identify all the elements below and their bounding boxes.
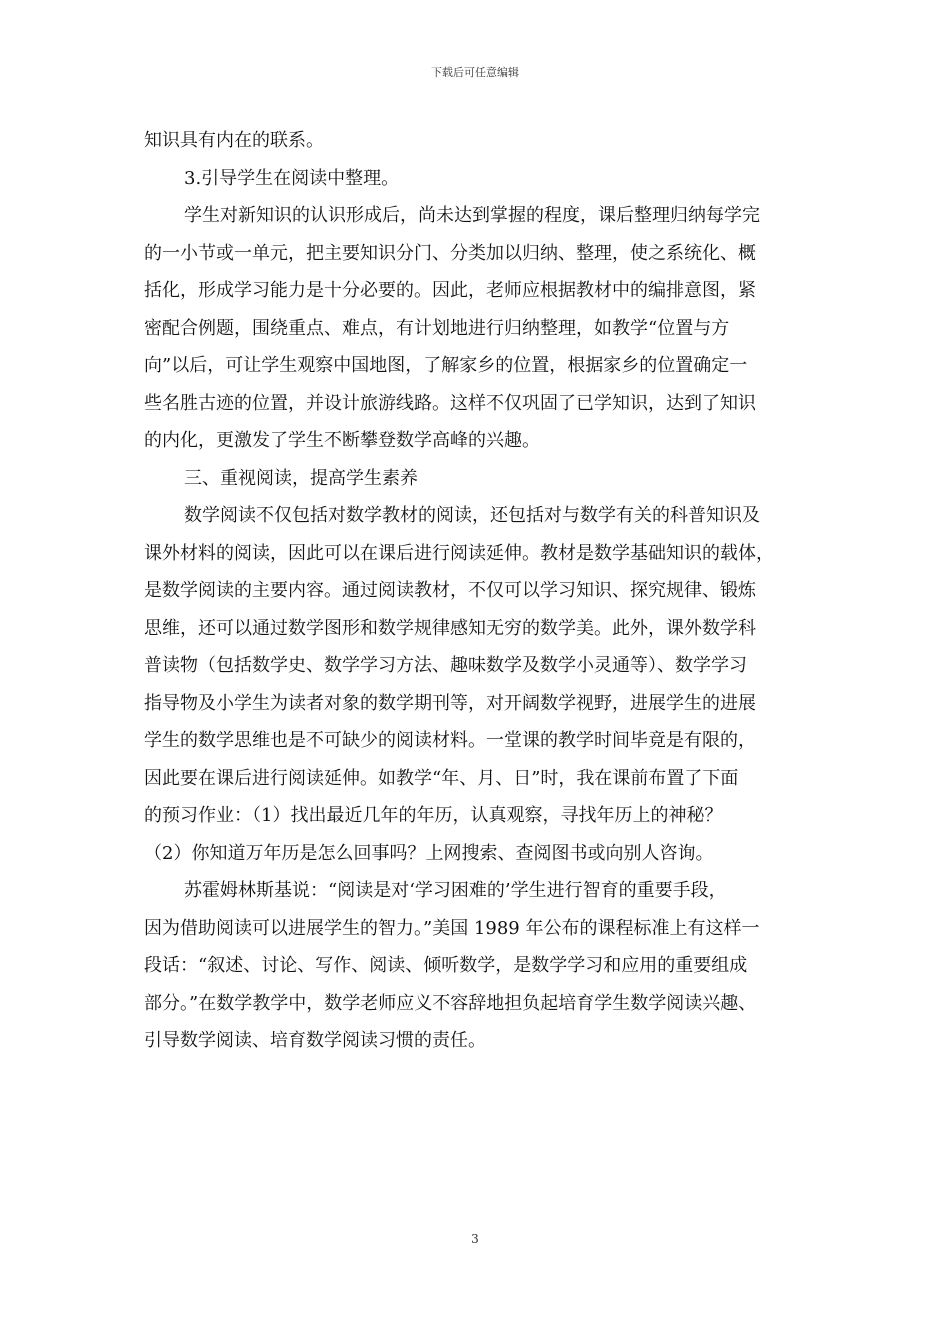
paragraph-start: 学生对新知识的认识形成后，尚未达到掌握的程度，课后整理归纳每学完 bbox=[184, 205, 760, 226]
body-line: 因此要在课后进行阅读延伸。如教学“年、月、日”时，我在课前布置了下面 bbox=[144, 767, 739, 789]
body-line: 是数学阅读的主要内容。通过阅读教材，不仅可以学习知识、探究规律、锻炼 bbox=[144, 580, 756, 601]
body-line: 的预习作业：（1）找出最近几年的年历，认真观察，寻找年历上的神秘？ bbox=[144, 805, 723, 826]
body-line: 知识具有内在的联系。 bbox=[144, 130, 324, 151]
body-line: 部分。”在数学教学中，数学老师应义不容辞地担负起培育学生数学阅读兴趣、 bbox=[144, 992, 757, 1014]
document-body bbox=[144, 122, 812, 1060]
section-subheading: 3.引导学生在阅读中整理。 bbox=[184, 167, 400, 189]
body-line: 段话：“叙述、讨论、写作、阅读、倾听数学，是数学学习和应用的重要组成 bbox=[144, 955, 748, 976]
body-line: 向”以后，可让学生观察中国地图，了解家乡的位置，根据家乡的位置确定一 bbox=[144, 355, 748, 376]
body-line: 课外材料的阅读，因此可以在课后进行阅读延伸。教材是数学基础知识的载体， bbox=[144, 542, 774, 564]
body-line: 的一小节或一单元，把主要知识分门、分类加以归纳、整理，使之系统化、概 bbox=[144, 242, 756, 264]
page-header: 下载后可任意编辑 bbox=[431, 66, 519, 79]
body-line: 指导物及小学生为读者对象的数学期刊等，对开阔数学视野，进展学生的进展 bbox=[144, 692, 756, 714]
body-line: 学生的数学思维也是不可缺少的阅读材料。一堂课的教学时间毕竟是有限的， bbox=[144, 730, 756, 751]
body-line: （2）你知道万年历是怎么回事吗？上网搜索、查阅图书或向别人咨询。 bbox=[144, 842, 714, 864]
paragraph-start: 数学阅读不仅包括对数学教材的阅读，还包括对与数学有关的科普知识及 bbox=[184, 505, 760, 526]
body-line: 些名胜古迹的位置，并设计旅游线路。这样不仅巩固了已学知识，达到了知识 bbox=[144, 392, 756, 414]
page-number: 3 bbox=[471, 1232, 479, 1246]
body-line: 因为借助阅读可以进展学生的智力。”美国 1989 年公布的课程标准上有这样一 bbox=[144, 917, 760, 939]
body-line: 思维，还可以通过数学图形和数学规律感知无穷的数学美。此外，课外数学科 bbox=[144, 617, 756, 639]
paragraph-start: 苏霍姆林斯基说：“阅读是对‘学习困难的’学生进行智育的重要手段， bbox=[184, 880, 727, 901]
body-line: 引导数学阅读、培育数学阅读习惯的责任。 bbox=[144, 1030, 486, 1051]
body-line: 括化，形成学习能力是十分必要的。因此，老师应根据教材中的编排意图，紧 bbox=[144, 280, 756, 301]
body-line: 普读物（包括数学史、数学学习方法、趣味数学及数学小灵通等）、数学学习 bbox=[144, 655, 747, 676]
body-line: 密配合例题，围绕重点、难点，有计划地进行归纳整理，如教学“位置与方 bbox=[144, 317, 730, 339]
section-heading: 三、重视阅读，提高学生素养 bbox=[184, 467, 418, 489]
body-line: 的内化，更激发了学生不断攀登数学高峰的兴趣。 bbox=[144, 430, 540, 451]
